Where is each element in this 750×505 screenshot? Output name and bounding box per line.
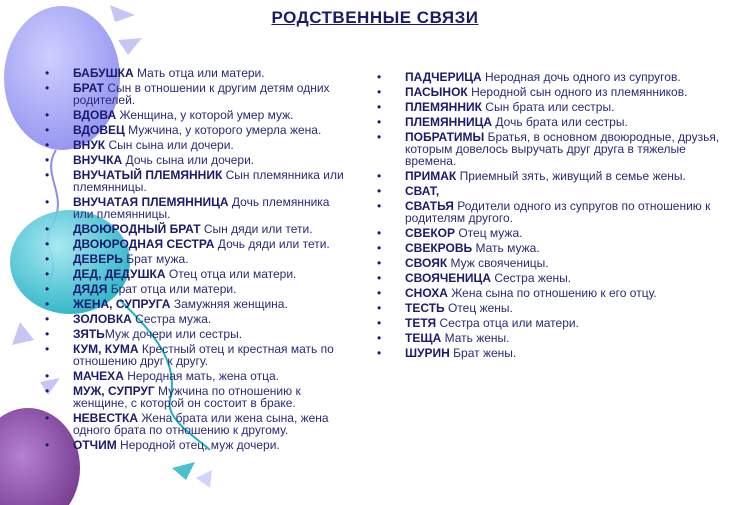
list-item xyxy=(45,223,345,235)
list-item xyxy=(45,412,345,436)
kinship-definition: Жена брата или жена сына, жена одного брата по отношению к другому. xyxy=(73,411,329,437)
list-item xyxy=(45,238,345,250)
kinship-definition: Дочь племянника или племянницы. xyxy=(73,195,330,221)
kinship-term: ОТЧИМ xyxy=(73,438,117,452)
list-item xyxy=(45,283,345,295)
kinship-definition: Родители одного из супругов по отношению к родителям другого. xyxy=(405,199,711,225)
list-item xyxy=(45,370,345,382)
kinship-term: СВАТЬЯ xyxy=(405,199,454,213)
kinship-term: ПОБРАТИМЫ xyxy=(405,130,485,144)
kinship-definition: Дочь сына или дочери. xyxy=(122,153,255,167)
list-item xyxy=(377,86,727,98)
kinship-term: БАБУШКА xyxy=(73,66,134,80)
kinship-term: НЕВЕСТКА xyxy=(73,411,139,425)
list-item xyxy=(45,82,345,106)
kinship-term: СВОЯК xyxy=(405,256,448,270)
kinship-term: ПЛЕМЯННИК xyxy=(405,100,482,114)
list-item xyxy=(377,242,727,254)
kinship-term: ЗОЛОВКА xyxy=(73,312,132,326)
kinship-term: КУМ, КУМА xyxy=(73,342,139,356)
kinship-term: ПАСЫНОК xyxy=(405,85,468,99)
kinship-term: ПАДЧЕРИЦА xyxy=(405,70,482,84)
kinship-definition: Женщина, у которой умер муж. xyxy=(116,108,294,122)
kinship-term: ДЯДЯ xyxy=(73,282,108,296)
kinship-definition: Неродная мать, жена отца. xyxy=(123,369,279,383)
kinship-definition: Мужчина, у которого умерла жена. xyxy=(124,123,322,137)
kinship-term: СНОХА xyxy=(405,286,448,300)
list-item xyxy=(45,109,345,121)
list-item xyxy=(45,154,345,166)
list-item xyxy=(45,169,345,193)
kinship-definition: Отец жены. xyxy=(444,301,513,315)
kinship-definition: Сестра отца или матери. xyxy=(436,316,579,330)
kinship-definition: Брат мужа. xyxy=(122,252,189,266)
kinship-term: ТЕТЯ xyxy=(405,316,437,330)
list-item xyxy=(45,124,345,136)
list-item xyxy=(45,196,345,220)
kinship-list-left xyxy=(45,67,345,454)
kinship-definition: Крестный отец и крестная мать по отношению друг к другу. xyxy=(73,342,334,368)
list-item xyxy=(377,287,727,299)
kinship-definition: Отец мужа. xyxy=(455,226,523,240)
kinship-list-right xyxy=(377,71,727,362)
kinship-term: ТЕСТЬ xyxy=(405,301,445,315)
kinship-definition: Муж дочери или сестры. xyxy=(104,327,243,341)
list-item xyxy=(377,227,727,239)
kinship-definition: Сестра жены. xyxy=(491,271,572,285)
list-item xyxy=(377,272,727,284)
list-item xyxy=(377,131,727,167)
kinship-term: СВЕКРОВЬ xyxy=(405,241,473,255)
kinship-term: ВНУК xyxy=(73,138,106,152)
list-item xyxy=(45,298,345,310)
kinship-definition: Сын дяди или тети. xyxy=(200,222,313,236)
kinship-definition: Приемный зять, живущий в семье жены. xyxy=(456,169,686,183)
kinship-definition: Мать мужа. xyxy=(472,241,540,255)
list-item xyxy=(45,439,345,451)
kinship-definition: Сын в отношении к другим детям одних родителей. xyxy=(73,81,330,107)
kinship-definition: Сын племянника или племянницы. xyxy=(73,168,344,194)
kinship-definition: Дочь брата или сестры. xyxy=(492,115,628,129)
page-title: РОДСТВЕННЫЕ СВЯЗИ xyxy=(271,8,479,27)
kinship-term: СВАТ, xyxy=(405,184,440,198)
list-item xyxy=(377,347,727,359)
kinship-term: ВНУЧАТЫЙ ПЛЕМЯННИК xyxy=(73,168,223,182)
kinship-term: ШУРИН xyxy=(405,346,450,360)
list-item xyxy=(377,116,727,128)
list-item xyxy=(377,257,727,269)
kinship-term: ПЛЕМЯННИЦА xyxy=(405,115,493,129)
kinship-definition: Брат жены. xyxy=(449,346,517,360)
kinship-term: ВДОВА xyxy=(73,108,117,122)
list-item xyxy=(377,302,727,314)
kinship-term: ВНУЧКА xyxy=(73,153,123,167)
kinship-definition: Неродной отец, муж дочери. xyxy=(116,438,280,452)
kinship-term: ДВОЮРОДНЫЙ БРАТ xyxy=(73,222,201,236)
list-item xyxy=(45,328,345,340)
kinship-definition: Братья, в основном двоюродные, друзья, которым довелось выручать друг друга в тяжелые времена. xyxy=(405,130,720,168)
kinship-definition: Мать отца или матери. xyxy=(133,66,265,80)
list-item xyxy=(377,101,727,113)
kinship-definition: Жена сына по отношению к его отцу. xyxy=(447,286,657,300)
kinship-definition: Муж свояченицы. xyxy=(447,256,549,270)
kinship-term: ВНУЧАТАЯ ПЛЕМЯННИЦА xyxy=(73,195,229,209)
kinship-term: ТЕЩА xyxy=(405,331,442,345)
list-item xyxy=(377,170,727,182)
kinship-term: ДЕД, ДЕДУШКА xyxy=(73,267,166,281)
list-item xyxy=(45,313,345,325)
kinship-term: ЖЕНА, СУПРУГА xyxy=(73,297,171,311)
kinship-definition: Дочь дяди или тети. xyxy=(214,237,330,251)
kinship-definition: Замужняя женщина. xyxy=(170,297,288,311)
list-item xyxy=(377,200,727,224)
list-item xyxy=(377,185,727,197)
kinship-term: МАЧЕХА xyxy=(73,369,124,383)
kinship-term: СВЕКОР xyxy=(405,226,455,240)
kinship-definition: Брат отца или матери. xyxy=(107,282,237,296)
kinship-term: БРАТ xyxy=(73,81,104,95)
kinship-term: СВОЯЧЕНИЦА xyxy=(405,271,491,285)
list-item xyxy=(377,317,727,329)
kinship-definition: Неродной сын одного из племянников. xyxy=(467,85,688,99)
list-item xyxy=(377,332,727,344)
kinship-definition: Сестра мужа. xyxy=(131,312,212,326)
list-item xyxy=(45,343,345,367)
kinship-definition: Сын брата или сестры. xyxy=(481,100,615,114)
list-item xyxy=(377,71,727,83)
kinship-term: МУЖ, СУПРУГ xyxy=(73,384,155,398)
kinship-term: ЗЯТЬ xyxy=(73,327,105,341)
kinship-definition: Неродная дочь одного из супругов. xyxy=(481,70,681,84)
list-item xyxy=(45,139,345,151)
kinship-definition: Отец отца или матери. xyxy=(165,267,297,281)
kinship-term: ДВОЮРОДНАЯ СЕСТРА xyxy=(73,237,215,251)
list-item xyxy=(45,253,345,265)
list-item xyxy=(45,268,345,280)
list-item xyxy=(45,385,345,409)
kinship-definition: Мать жены. xyxy=(441,331,510,345)
kinship-term: ДЕВЕРЬ xyxy=(73,252,123,266)
list-item xyxy=(45,67,345,79)
kinship-definition: Мужчина по отношению к женщине, с которой он состоит в браке. xyxy=(73,384,301,410)
kinship-definition: Сын сына или дочери. xyxy=(105,138,234,152)
kinship-term: ПРИМАК xyxy=(405,169,457,183)
kinship-term: ВДОВЕЦ xyxy=(73,123,125,137)
